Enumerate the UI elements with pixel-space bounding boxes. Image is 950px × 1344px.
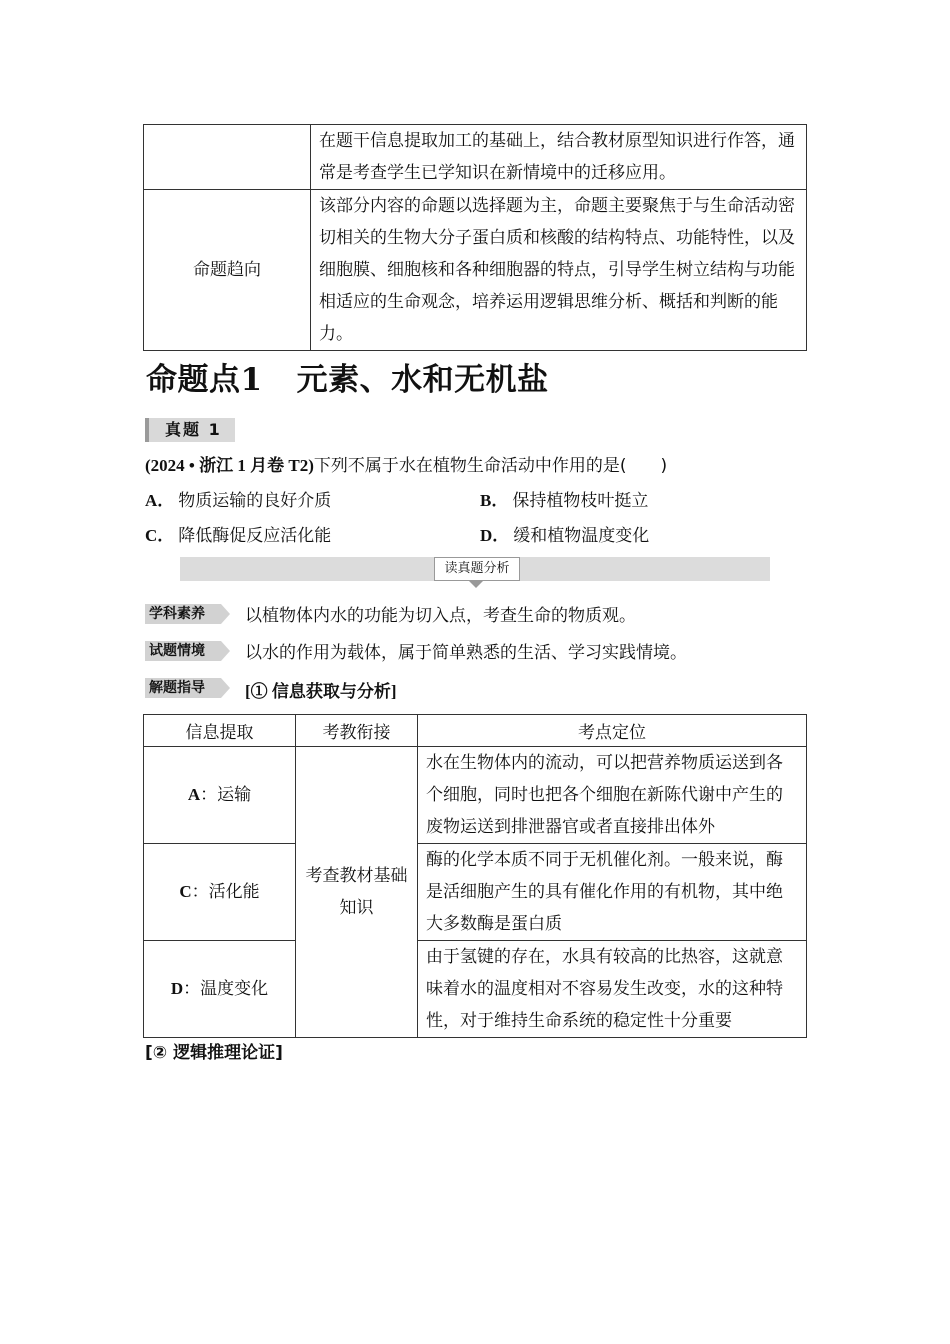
analysis-table xyxy=(143,714,807,1038)
context-tag: 试题情境 xyxy=(145,641,221,661)
option-key: A． xyxy=(145,491,175,510)
literacy-text: 以植物体内水的功能为切入点，考查生命的物质观。 xyxy=(245,606,636,626)
info-cell: D：温度变化 xyxy=(144,941,296,1038)
info-key: C xyxy=(179,882,192,901)
row-label: 命题趋向 xyxy=(144,190,311,351)
option-key: D． xyxy=(480,526,510,545)
info-label: 活化能 xyxy=(208,882,260,902)
info-cell: A：运输 xyxy=(144,747,296,844)
guide-tag: 解题指导 xyxy=(145,678,221,698)
topic-table xyxy=(143,124,807,351)
info-key: A xyxy=(187,785,201,804)
option-text: 降低酶促反应活化能 xyxy=(178,526,332,546)
literacy-tag: 学科素养 xyxy=(145,604,221,624)
info-label: 温度变化 xyxy=(200,979,269,999)
row-label xyxy=(144,125,311,190)
section-heading: 元素、水和无机盐 xyxy=(296,362,549,398)
option-b xyxy=(480,489,648,513)
section-title xyxy=(146,354,549,399)
option-key: B． xyxy=(480,491,509,510)
column-header: 考教衔接 xyxy=(296,715,418,747)
option-c xyxy=(145,524,331,548)
option-a xyxy=(145,489,331,513)
info-cell: C：活化能 xyxy=(144,844,296,941)
column-header: 信息提取 xyxy=(144,715,296,747)
option-text: 物质运输的良好介质 xyxy=(178,491,332,511)
option-text: 缓和植物温度变化 xyxy=(513,526,650,546)
table-row xyxy=(144,190,807,351)
option-d xyxy=(480,524,649,548)
context-text: 以水的作用为载体，属于简单熟悉的生活、学习实践情境。 xyxy=(245,643,687,663)
info-key: D xyxy=(170,979,184,998)
question-badge: 真题 1 xyxy=(145,418,235,442)
row-text: 在题干信息提取加工的基础上，结合教材原型知识进行作答，通常是考查学生已学知识在新情境中的迁移应用。 xyxy=(311,125,807,190)
row-text: 该部分内容的命题以选择题为主，命题主要聚焦于与生命活动密切相关的生物大分子蛋白质和核酸的结构特点、功能特性，以及细胞膜、细胞核和各种细胞器的特点，引导学生树立结构与功能相适应的生命观念，培养运用逻辑思维分析、概括和判断的能力。 xyxy=(311,190,807,351)
analysis-tab: 读真题分析 xyxy=(434,557,520,581)
guide-label: [① 信息获取与分析] xyxy=(245,682,397,701)
link-cell: 考查教材基础知识 xyxy=(296,747,418,1038)
point-cell: 由于氢键的存在，水具有较高的比热容，这就意味着水的温度相对不容易发生改变，水的这种特性，对于维持生命系统的稳定性十分重要 xyxy=(418,941,807,1038)
guide-text xyxy=(245,680,397,704)
table-row xyxy=(144,844,807,941)
option-key: C． xyxy=(145,526,175,545)
option-text: 保持植物枝叶挺立 xyxy=(512,491,649,511)
point-cell: 水在生物体内的流动，可以把营养物质运送到各个细胞，同时也把各个细胞在新陈代谢中产生的废物运送到排泄器官或者直接排出体外 xyxy=(418,747,807,844)
info-label: 运输 xyxy=(217,785,252,805)
question-stem xyxy=(145,454,667,478)
table-header-row xyxy=(144,715,807,747)
question-text: 下列不属于水在植物生命活动中作用的是( ) xyxy=(313,456,668,476)
table-row xyxy=(144,747,807,844)
chevron-down-icon xyxy=(468,580,484,588)
column-header: 考点定位 xyxy=(418,715,807,747)
logic-label: [② 逻辑推理论证] xyxy=(145,1043,283,1063)
section-number: 命题点1 xyxy=(146,362,263,398)
point-cell: 酶的化学本质不同于无机催化剂。一般来说，酶是活细胞产生的具有催化作用的有机物，其中绝大多数酶是蛋白质 xyxy=(418,844,807,941)
table-row xyxy=(144,125,807,190)
question-source: (2024 • 浙江 1 月卷 T2) xyxy=(145,456,314,475)
table-row xyxy=(144,941,807,1038)
